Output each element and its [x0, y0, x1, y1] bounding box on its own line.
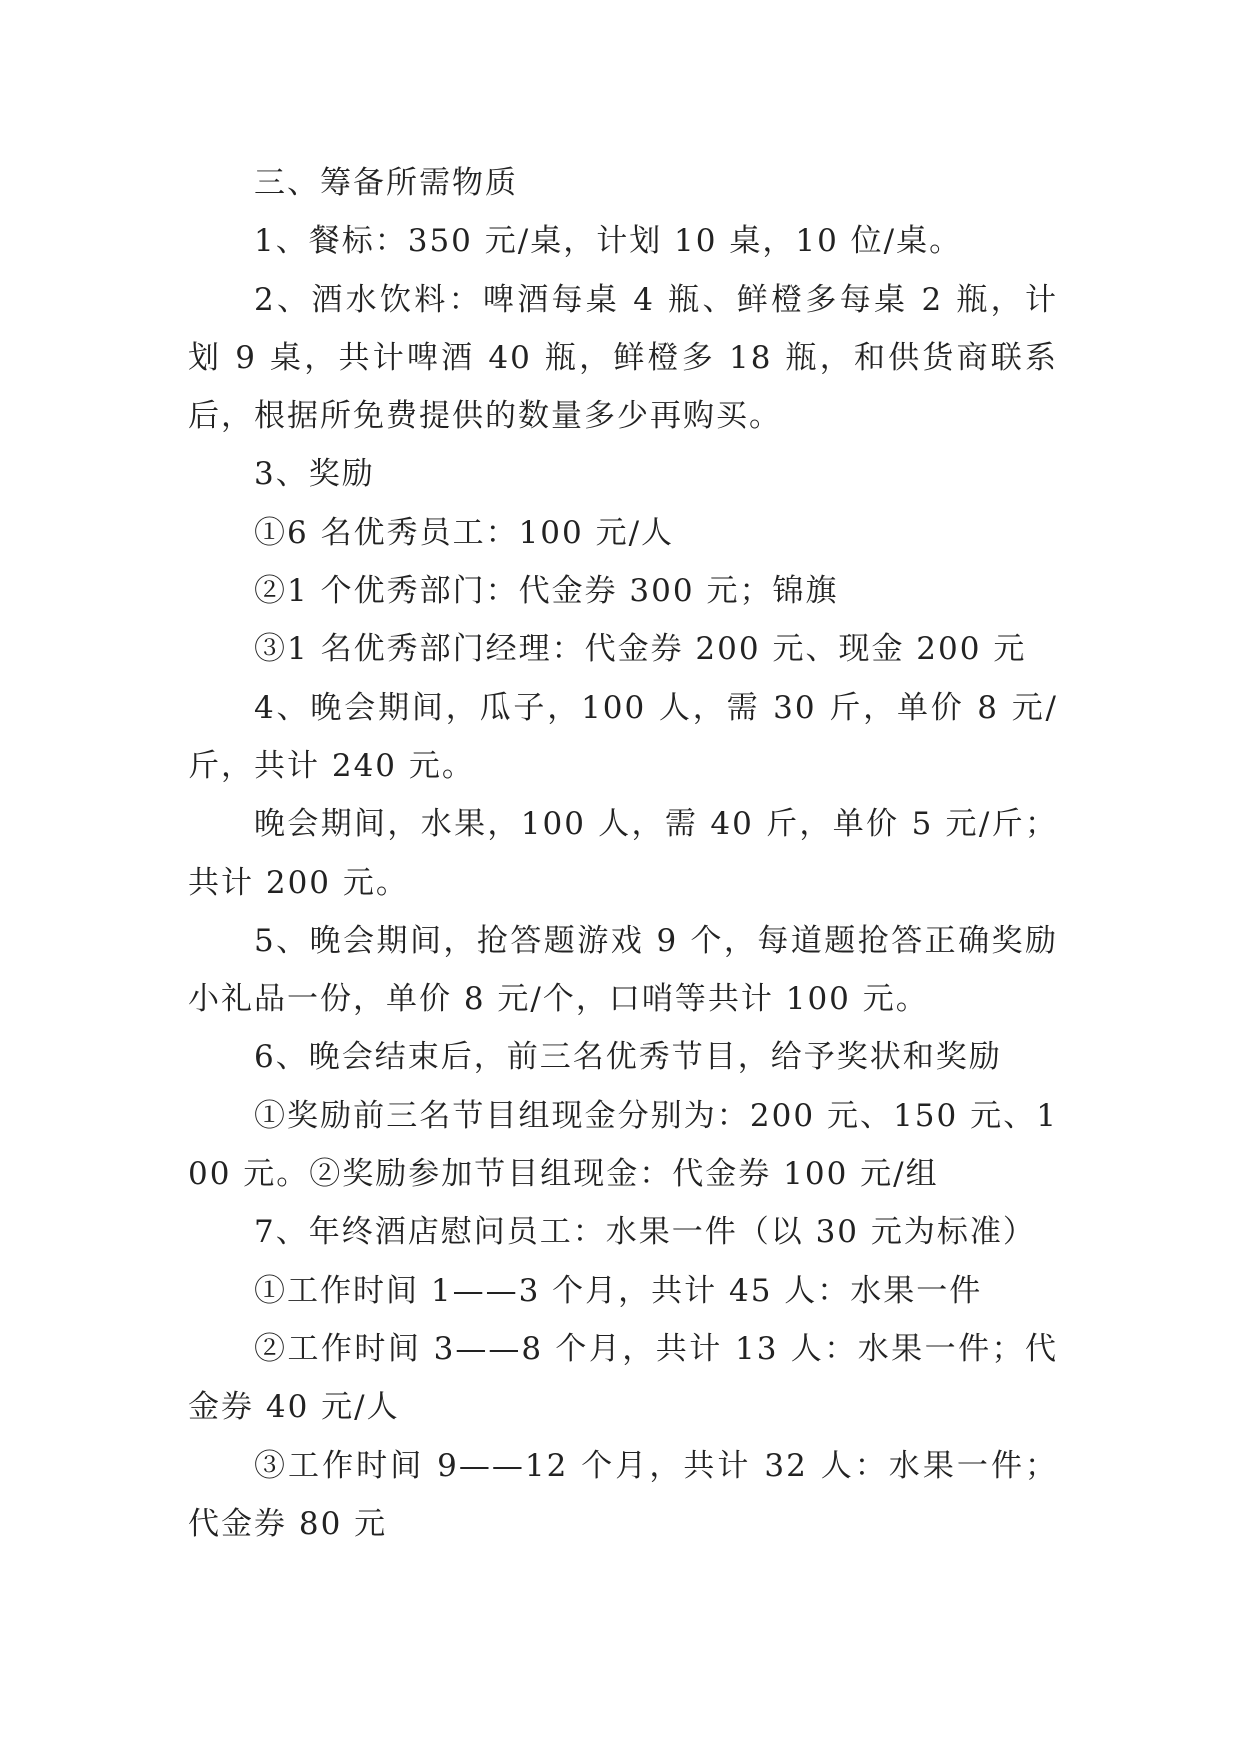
paragraph-staff-1-3-months: ①工作时间 1——3 个月，共计 45 人：水果一件: [254, 1272, 983, 1309]
document-body: [188, 154, 1058, 1553]
section-heading: 三、筹备所需物质: [254, 165, 518, 201]
paragraph-reward-department: ②1 个优秀部门：代金券 300 元；锦旗: [254, 573, 839, 610]
paragraph-staff-3-8-months: ②工作时间 3——8 个月，共计 13 人：水果一件；代金券 40 元/人: [188, 1330, 1058, 1426]
paragraph-staff-9-12-months: ③工作时间 9——12 个月，共计 32 人：水果一件；代金券 80 元: [188, 1447, 1058, 1542]
paragraph-programs-cash: ①奖励前三名节目组现金分别为：200 元、150 元、100 元。②奖励参加节目组现金：代金券 100 元/组: [188, 1097, 1058, 1193]
paragraph-rewards-heading: 3、奖励: [254, 456, 375, 493]
paragraph-fruit: 晚会期间，水果，100 人，需 40 斤，单价 5 元/斤；共计 200 元。: [188, 806, 1058, 901]
paragraph-reward-employees: ①6 名优秀员工：100 元/人: [254, 514, 675, 551]
paragraph-quiz-game: 5、晚会期间，抢答题游戏 9 个，每道题抢答正确奖励小礼品一份，单价 8 元/个，口哨等共计 100 元。: [188, 922, 1058, 1018]
paragraph-meal-standard: 1、餐标：350 元/桌，计划 10 桌，10 位/桌。: [254, 223, 963, 260]
paragraph-programs-award: 6、晚会结束后，前三名优秀节目，给予奖状和奖励: [254, 1039, 1002, 1076]
paragraph-melon-seeds: 4、晚会期间，瓜子，100 人，需 30 斤，单价 8 元/斤，共计 240 元。: [188, 689, 1058, 784]
paragraph-drinks: 2、酒水饮料：啤酒每桌 4 瓶、鲜橙多每桌 2 瓶，计划 9 桌，共计啤酒 40 瓶，鲜橙多 18 瓶，和供货商联系后，根据所免费提供的数量多少再购买。: [188, 281, 1058, 435]
paragraph-staff-gifts: 7、年终酒店慰问员工：水果一件（以 30 元为标准）: [254, 1214, 1036, 1251]
paragraph-reward-manager: ③1 名优秀部门经理：代金券 200 元、现金 200 元: [254, 631, 1027, 668]
